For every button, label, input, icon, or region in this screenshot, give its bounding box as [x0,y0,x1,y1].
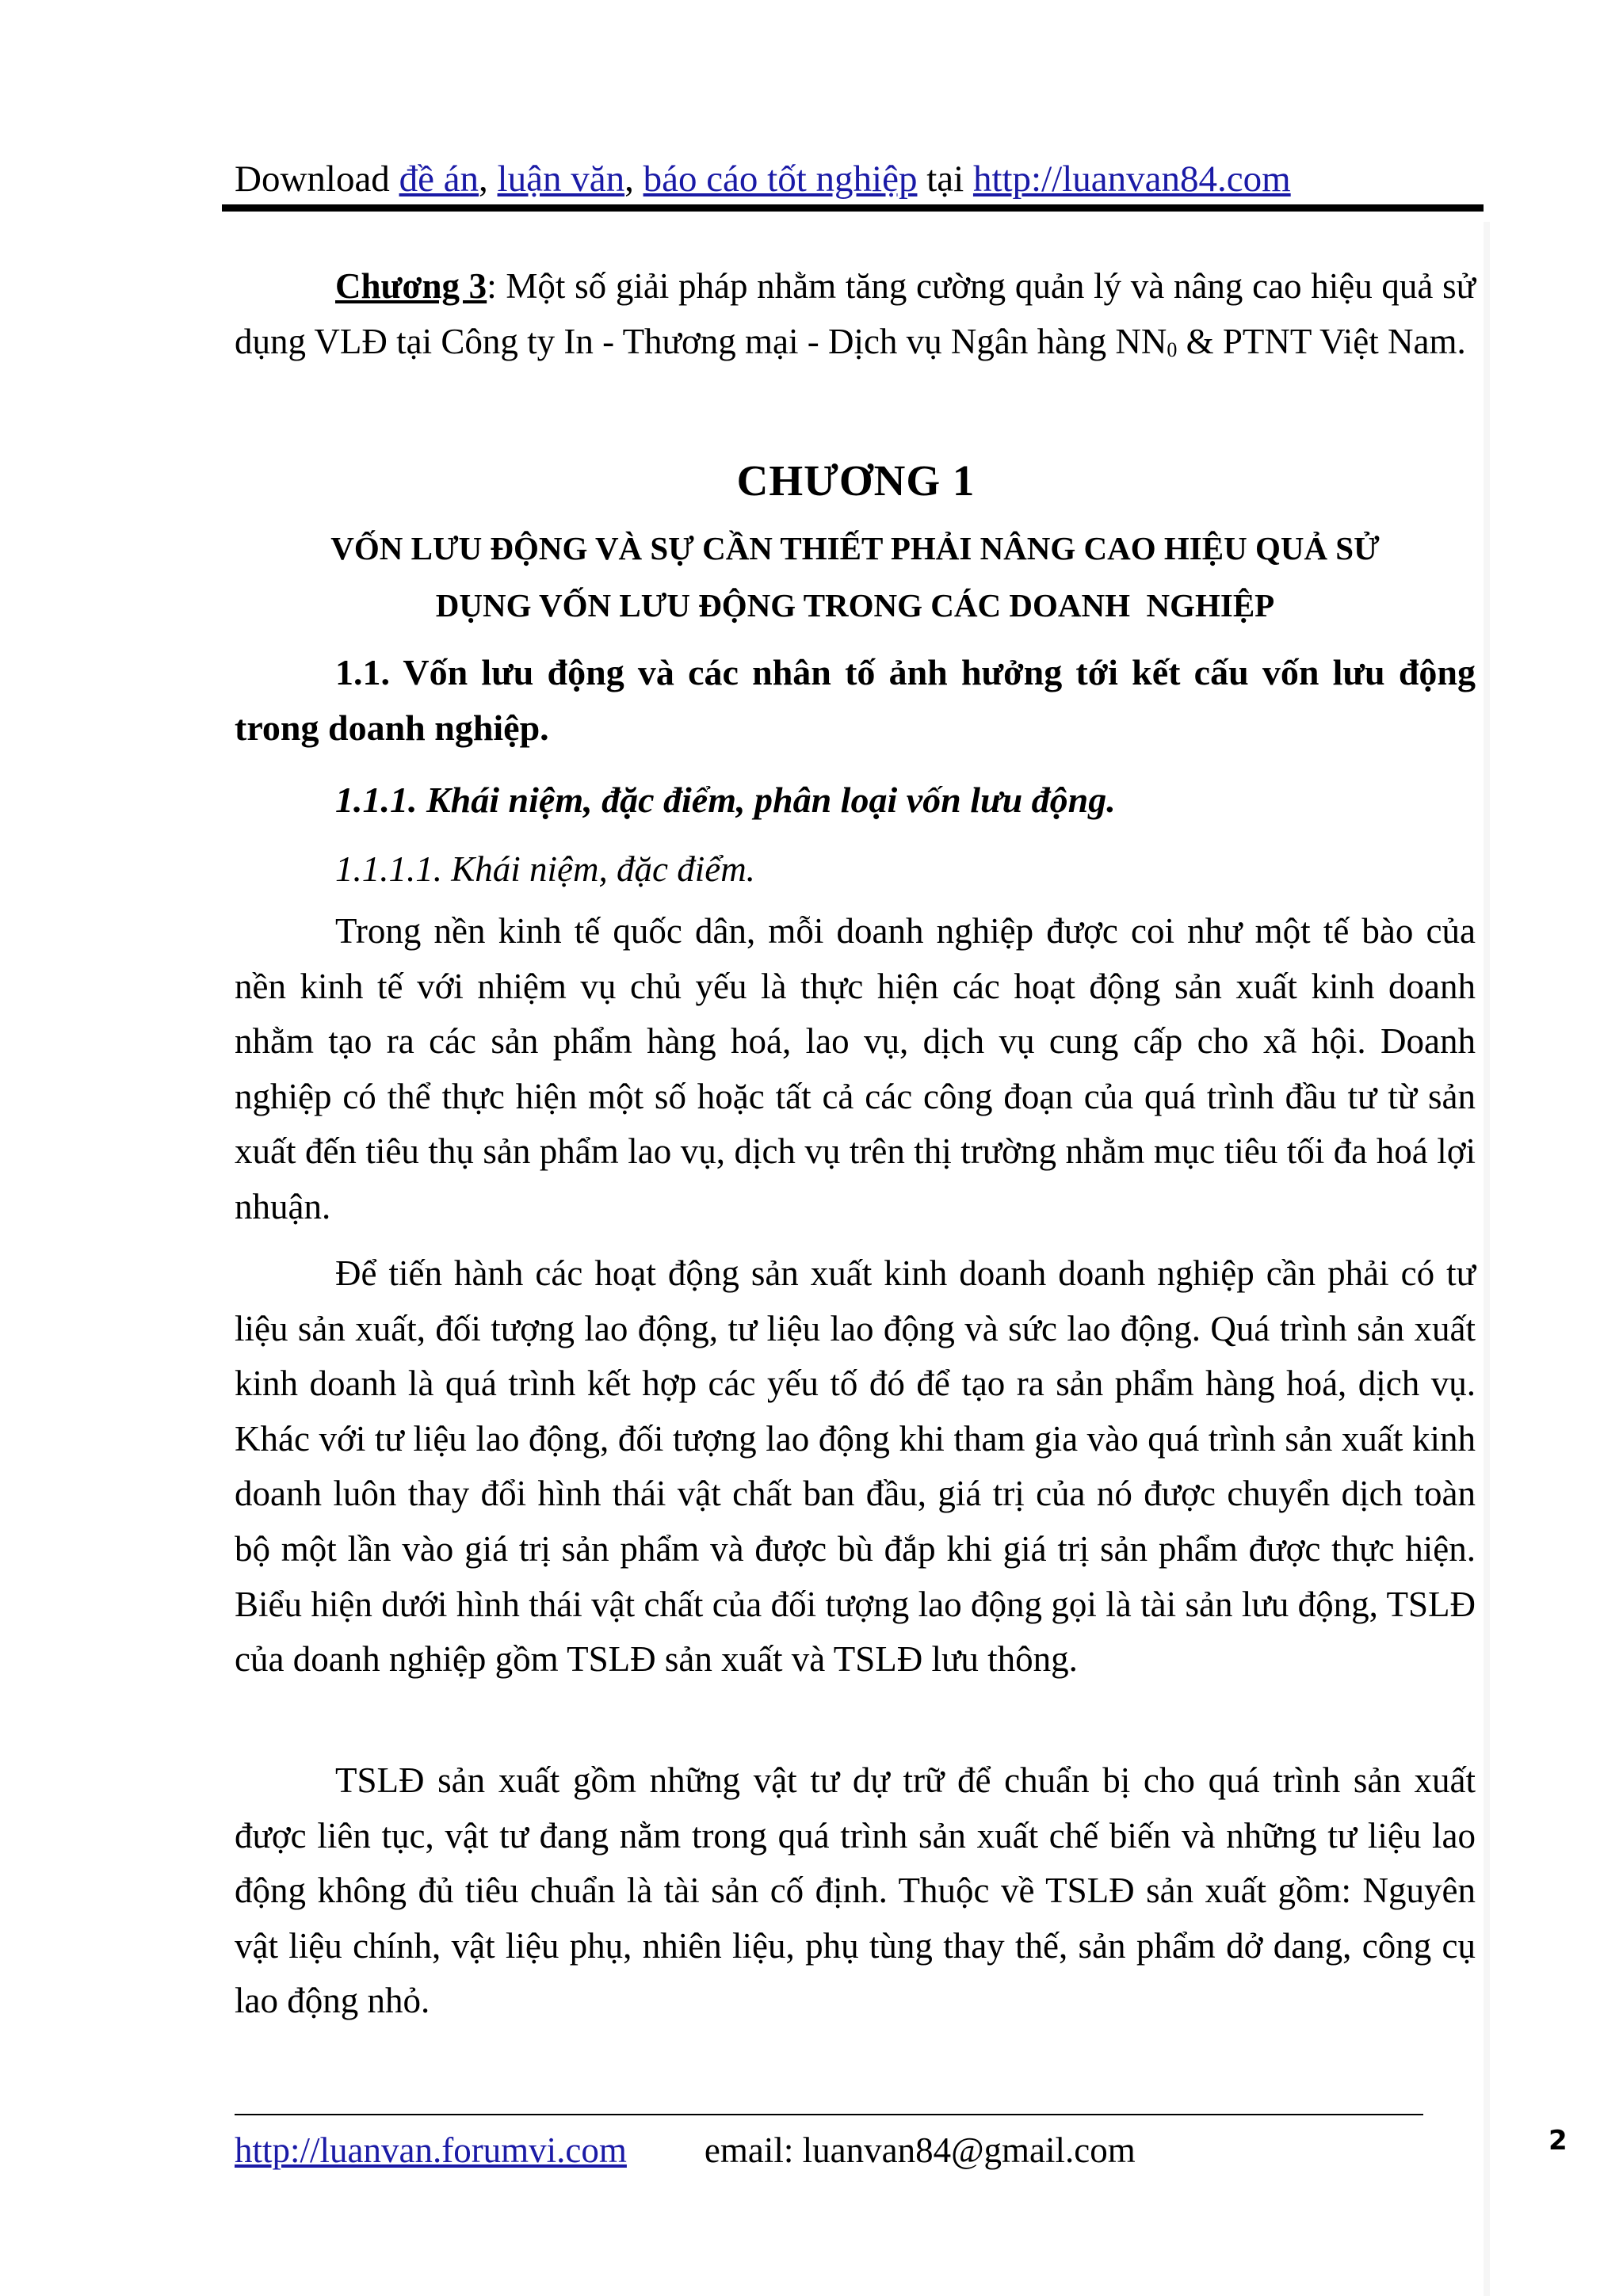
luanvan84-link[interactable]: http://luanvan84.com [972,158,1291,200]
section-1-1-1-heading: 1.1.1. Khái niệm, đặc điểm, phân loại vốn lưu động. [335,780,1116,820]
chapter-subtitle [235,520,1476,634]
chapter-title: CHƯƠNG 1 [736,456,976,505]
intro-subscript: 0 [1167,338,1178,361]
chapter-3-ref: Chương 3 [335,266,487,306]
header-rule [222,204,1484,212]
paragraph-1: Trong nền kinh tế quốc dân, mỗi doanh nghiệp được coi như một tế bào của nền kinh tế với nhiệm vụ chủ yếu là thực hiện các hoạt động sản xuất kinh doanh nhằm tạo ra các sản phẩm hàng hoá, lao vụ, dịch vụ cung cấp cho xã hội. Doanh nghiệp có thể thực hiện một số hoặc tất cả các công đoạn của quá trình đầu tư từ sản xuất đến tiêu thụ sản phẩm lao vụ, dịch vụ trên thị trường nhằm mục tiêu tối đa hoá lợi nhuận. [235,911,1476,1226]
de-an-link[interactable]: đề án [399,158,479,200]
bao-cao-tot-nghiep-link[interactable]: báo cáo tốt nghiệp [643,158,918,200]
forum-link[interactable]: http://luanvan.forumvi.com [235,2130,627,2170]
section-1-1-1-1-heading: 1.1.1.1. Khái niệm, đặc điểm. [335,849,755,889]
luan-van-link[interactable]: luận văn [497,158,625,200]
header-separator: , [624,158,643,200]
header-separator: , [479,158,498,200]
intro-text: : Một số giải pháp nhằm tăng cường quản lý và nâng cao hiệu quả sử dụng VLĐ tại Công ty In - Thương mại - Dịch vụ Ngân hàng NN [235,266,1476,361]
chapter-subtitle-line-1: VỐN LƯU ĐỘNG VÀ SỰ CẦN THIẾT PHẢI NÂNG CAO HIỆU QUẢ SỬ [330,530,1380,566]
page-number: 2 [1549,2125,1568,2157]
section-1-1-heading: 1.1. Vốn lưu động và các nhân tố ảnh hưởng tới kết cấu vốn lưu động trong doanh nghiệp. [235,652,1476,748]
intro-tail: & PTNT Việt Nam. [1177,321,1466,361]
footer-email: email: luanvan84@gmail.com [704,2130,1136,2170]
page-footer [235,2126,1136,2174]
download-header [235,155,1291,203]
paragraph-3: TSLĐ sản xuất gồm những vật tư dự trữ để chuẩn bị cho quá trình sản xuất được liên tục, vật tư đang nằm trong quá trình sản xuất chế biến và những tư liệu lao động không đủ tiêu chuẩn là tài sản cố định. Thuộc về TSLĐ sản xuất gồm: Nguyên vật liệu chính, vật liệu phụ, nhiên liệu, phụ tùng thay thế, sản phẩm dở dang, công cụ lao động nhỏ. [235,1760,1476,2021]
chapter-subtitle-line-2: DỤNG VỐN LƯU ĐỘNG TRONG CÁC DOANH NGHIỆP [435,587,1275,624]
intro-paragraph [235,259,1476,369]
footer-rule [235,2114,1423,2115]
paragraph-2: Để tiến hành các hoạt động sản xuất kinh doanh doanh nghiệp cần phải có tư liệu sản xuất, đối tượng lao động, tư liệu lao động và sức lao động. Quá trình sản xuất kinh doanh là quá trình kết hợp các yếu tố đó để tạo ra sản phẩm hàng hoá, dịch vụ. Khác với tư liệu lao động, đối tượng lao động khi tham gia vào quá trình sản xuất kinh doanh luôn thay đổi hình thái vật chất ban đầu, giá trị của nó được chuyển dịch toàn bộ một lần vào giá trị sản phẩm và được bù đắp khi giá trị sản phẩm được thực hiện. Biểu hiện dưới hình thái vật chất của đối tượng lao động gọi là tài sản lưu động, TSLĐ của doanh nghiệp gồm TSLĐ sản xuất và TSLĐ lưu thông. [235,1253,1476,1680]
header-mid: tại [917,158,973,200]
header-prefix: Download [235,158,399,200]
page-edge-shade [1484,222,1490,2296]
